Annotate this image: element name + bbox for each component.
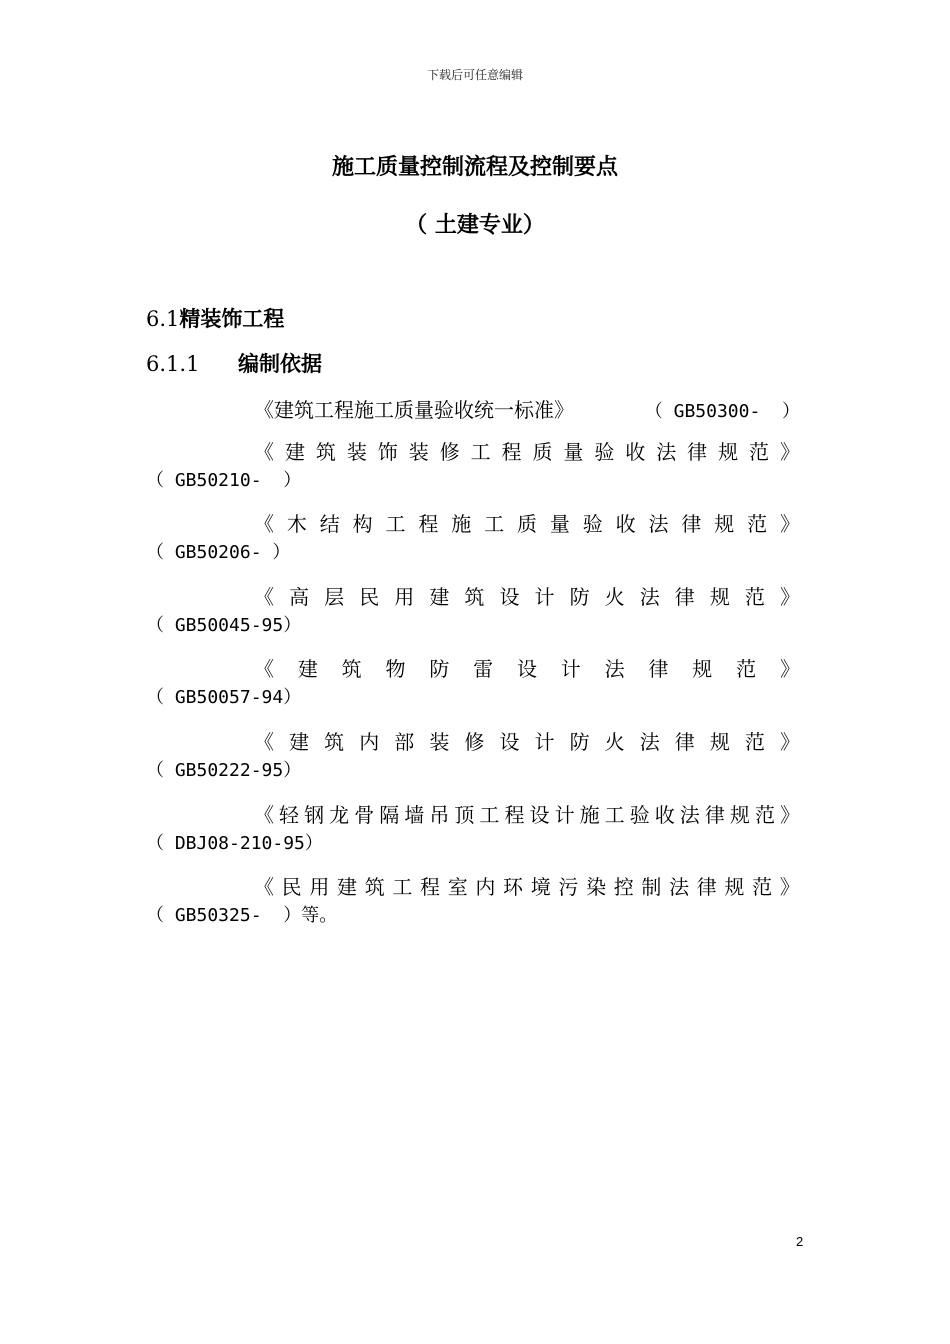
reference-name-char: 建 (284, 440, 305, 464)
reference-name-char: 防 (569, 585, 590, 609)
reference-name-char: 律 (674, 585, 695, 609)
reference-code: （ GB50210- ） (146, 470, 302, 491)
reference-name-char: 《 (254, 512, 274, 536)
reference-name-char: 质 (532, 440, 553, 464)
section-heading (146, 303, 284, 333)
reference-name-char: 修 (464, 730, 485, 754)
reference-name-char: 》 (779, 730, 800, 754)
reference-name-char: 内 (359, 730, 380, 754)
subsection-label: 编制依据 (238, 352, 322, 376)
reference-name-char: 律 (648, 657, 669, 681)
reference-name-char: 律 (687, 440, 708, 464)
reference-name-char: 民 (281, 875, 302, 899)
document-title: 施工质量控制流程及控制要点 (331, 155, 618, 180)
reference-name-char: 钢 (304, 803, 325, 827)
reference-name (254, 726, 800, 755)
reference-name-char: 》 (779, 803, 800, 827)
reference-name-char: 》 (779, 875, 800, 899)
reference-name-char: 规 (718, 440, 739, 464)
reference-name-char: 筑 (464, 585, 485, 609)
reference-name-char: 范 (749, 440, 769, 464)
reference-name-char: 防 (429, 657, 450, 681)
reference-name-char: 装 (429, 730, 450, 754)
reference-name-char: 顶 (454, 803, 475, 827)
reference-name-char: 建 (297, 657, 318, 681)
page-header: 下载后可任意编辑 (426, 68, 523, 82)
reference-name-char: 筑 (364, 875, 385, 899)
reference-name-char: 范 (744, 730, 765, 754)
reference-name-char: 隔 (379, 803, 400, 827)
reference-name (254, 508, 800, 537)
reference-name-char: 法 (656, 440, 677, 464)
reference-name-char: 验 (582, 512, 603, 536)
reference-name-char: 用 (309, 875, 330, 899)
reference-name-char: 计 (560, 657, 581, 681)
reference-name (254, 799, 800, 828)
reference-name-char: 《 (254, 585, 274, 609)
reference-name-char: 吊 (429, 803, 450, 827)
reference-name-char: 工 (470, 440, 491, 464)
reference-name-char: 设 (499, 585, 520, 609)
reference-name-char: 雷 (473, 657, 494, 681)
reference-name-char: 律 (681, 512, 702, 536)
reference-name-char: 制 (641, 875, 662, 899)
reference-code: （ GB50325- ）等。 (146, 905, 338, 926)
reference-name-char: 计 (534, 585, 555, 609)
reference-name-char: 施 (451, 512, 472, 536)
reference-name-char: 筑 (324, 730, 345, 754)
reference-name-char: 量 (549, 512, 570, 536)
reference-name-char: 轻 (279, 803, 300, 827)
reference-name-char: 》 (779, 657, 800, 681)
reference-name-char: 设 (529, 803, 550, 827)
reference-name-char: 工 (385, 512, 406, 536)
reference-name-char: 筑 (341, 657, 362, 681)
reference-name-char: 筑 (315, 440, 336, 464)
reference-name-char: 设 (499, 730, 520, 754)
reference-name-char: 程 (418, 512, 439, 536)
reference-name-char: 结 (319, 512, 340, 536)
reference-name-char: 工 (484, 512, 505, 536)
reference-name (254, 581, 800, 610)
reference-name-char: 程 (501, 440, 522, 464)
reference-name-char: 法 (669, 875, 690, 899)
section-label: 精装饰工程 (179, 307, 285, 331)
reference-name-char: 染 (586, 875, 607, 899)
reference-name-char: 范 (754, 803, 775, 827)
reference-name-char: 施 (579, 803, 600, 827)
page-number: 2 (796, 1234, 804, 1249)
subsection-heading (146, 348, 322, 378)
reference-name-char: 规 (692, 657, 713, 681)
reference-name-char: 计 (534, 730, 555, 754)
reference-name-char: 防 (569, 730, 590, 754)
reference-code: （ GB50206- ） (146, 542, 291, 563)
reference-name-char: 室 (447, 875, 468, 899)
reference-name-char: 装 (408, 440, 429, 464)
reference-name (254, 871, 800, 900)
subsection-number: 6.1.1 (146, 352, 200, 376)
reference-name-char: 装 (346, 440, 367, 464)
reference-code: （ GB50045-95） (146, 615, 302, 636)
reference-code: （ DBJ08-210-95） (146, 833, 323, 854)
reference-name-char: 木 (286, 512, 307, 536)
reference-name-char: 律 (704, 803, 725, 827)
reference-name-char: 建 (337, 875, 358, 899)
reference-name-char: 规 (709, 585, 730, 609)
reference-name-char: 《 (254, 657, 274, 681)
reference-name-char: 层 (324, 585, 345, 609)
reference-name: 《建筑工程施工质量验收统一标准》 (254, 398, 574, 422)
reference-name (254, 653, 800, 682)
reference-name-char: 法 (639, 585, 660, 609)
reference-name-char: 内 (475, 875, 496, 899)
reference-name-char: 》 (779, 440, 800, 464)
reference-name-char: 墙 (404, 803, 425, 827)
reference-name-char: 》 (779, 585, 800, 609)
reference-name-char: 火 (604, 585, 625, 609)
section-number: 6.1 (146, 307, 180, 331)
reference-name-char: 建 (289, 730, 310, 754)
reference-name-char: 收 (654, 803, 675, 827)
reference-name-char: 规 (709, 730, 730, 754)
reference-name-char: 范 (747, 512, 768, 536)
reference-name-char: 法 (639, 730, 660, 754)
reference-code: （ GB50222-95） (146, 760, 302, 781)
reference-name-char: 验 (629, 803, 650, 827)
reference-name-char: 饰 (377, 440, 398, 464)
reference-name-char: 量 (563, 440, 584, 464)
reference-name-char: 律 (674, 730, 695, 754)
reference-name-char: 律 (696, 875, 717, 899)
reference-name-char: 设 (516, 657, 537, 681)
reference-name-char: 《 (254, 440, 274, 464)
reference-name-char: 火 (604, 730, 625, 754)
reference-name (254, 436, 800, 465)
reference-name-char: 验 (594, 440, 615, 464)
reference-name-char: 范 (752, 875, 773, 899)
reference-name-char: 构 (352, 512, 373, 536)
reference-name-char: 质 (517, 512, 537, 536)
reference-name-char: 骨 (354, 803, 375, 827)
reference-name-char: 计 (554, 803, 575, 827)
reference-name-char: 程 (420, 875, 441, 899)
reference-name-char: 高 (289, 585, 310, 609)
reference-name-char: 收 (615, 512, 636, 536)
document-subtitle: （ 土建专业） (405, 213, 545, 238)
reference-name-char: 法 (648, 512, 669, 536)
reference-name-char: 境 (530, 875, 551, 899)
reference-name-char: 物 (385, 657, 406, 681)
reference-name-char: 工 (604, 803, 625, 827)
reference-name-char: 范 (736, 657, 757, 681)
reference-name-char: 修 (439, 440, 460, 464)
reference-name-char: 工 (479, 803, 500, 827)
reference-name-char: 法 (604, 657, 625, 681)
reference-name-char: 建 (429, 585, 450, 609)
reference-name-char: 用 (394, 585, 415, 609)
reference-name-char: 》 (780, 512, 800, 536)
reference-name-char: 环 (503, 875, 524, 899)
reference-name-char: 部 (394, 730, 415, 754)
reference-name-char: 《 (254, 803, 274, 827)
reference-name-char: 程 (504, 803, 525, 827)
reference-name-char: 范 (744, 585, 765, 609)
reference-name-char: 工 (392, 875, 413, 899)
reference-code: （ GB50057-94） (146, 687, 302, 708)
reference-name-char: 《 (254, 730, 274, 754)
reference-name-char: 民 (359, 585, 380, 609)
reference-name-char: 规 (714, 512, 735, 536)
reference-name-char: 控 (613, 875, 634, 899)
reference-name-char: 污 (558, 875, 579, 899)
reference-name-char: 《 (254, 875, 274, 899)
reference-name-char: 规 (729, 803, 750, 827)
reference-name-char: 龙 (329, 803, 350, 827)
reference-code: （ GB50300- ） (644, 401, 800, 422)
reference-name-char: 规 (724, 875, 745, 899)
reference-name-char: 法 (679, 803, 700, 827)
reference-name-char: 收 (625, 440, 646, 464)
